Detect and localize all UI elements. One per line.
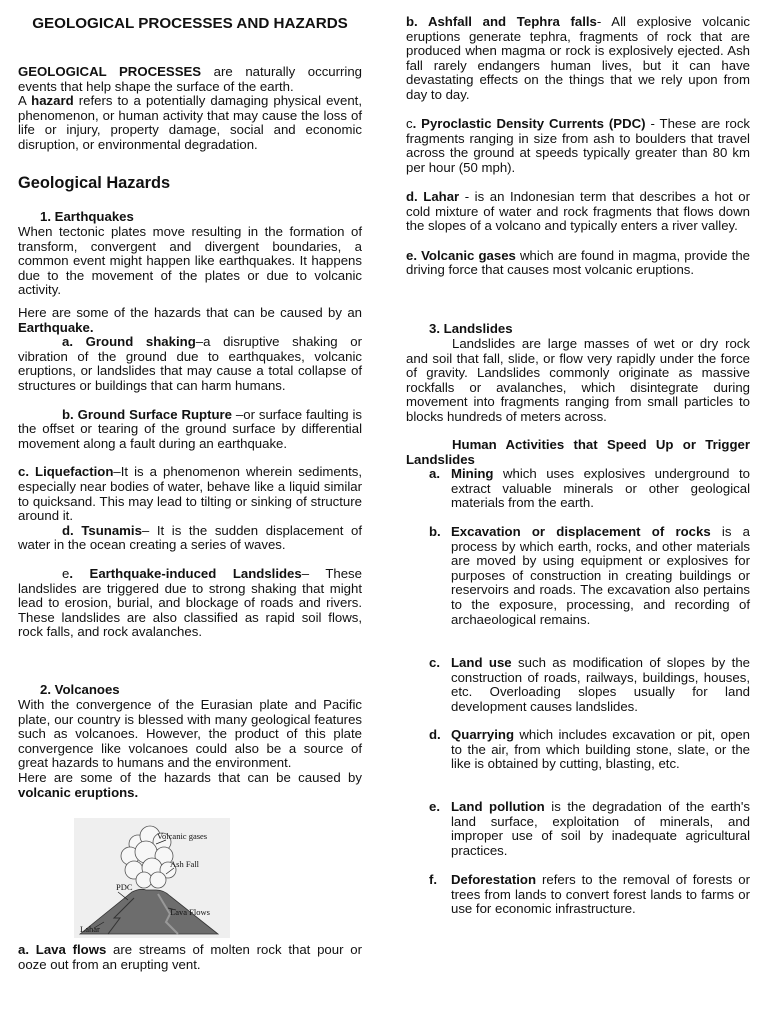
deforestation-text: refers to the removal of forests or trees from lands to convert forest lands to farms or use for economic infrastructure. — [451, 872, 750, 917]
earthquakes-heading: 1. Earthquakes — [40, 209, 134, 224]
land-use-text: such as modification of slopes by the construction of roads, railways, buildings, houses, etc. Overloading slopes usually for land development causes landslides. — [451, 655, 751, 714]
lava-flows-label: Lava Flows — [170, 907, 210, 917]
earthquake-hazards-list — [18, 306, 362, 640]
lava-flows-term: a. Lava flows — [18, 942, 107, 957]
item-label: c. — [429, 655, 440, 670]
land-pollution-term: Land pollution — [451, 799, 545, 814]
surface-rupture-term: b. Ground Surface Rupture — [62, 406, 232, 422]
excavation-text: is a process by which earth, rocks, and other materials are moved by using equipment or explosives for purposes of construction in creating buildings or reservoirs and roads. The excavation also pertains to the exposure, processing, and recording of archaeological remains. — [451, 524, 750, 627]
hazard-term: hazard — [31, 93, 74, 109]
ashfall-text: - All explosive volcanic eruptions generate tephra, fragments of rock that are produced when magma or rock is explosively ejected. Ash fall rarely endangers human lives, but it can have devastating effects on the things that we rely upon from day to day. — [406, 14, 750, 102]
quarrying-term: Quarrying — [451, 727, 515, 742]
land-pollution-text: is the degradation of the earth's land surface, exploitation of minerals, and improper use of soil by inadequate agricultural practices. — [451, 799, 751, 858]
item-label: d. — [429, 727, 441, 742]
landslides-text: Landslides are large masses of wet or dry rock and soil that fall, slide, or flow very rapidly under the force of gravity. Landslides commonly originate as massive rockfalls or avalanches, which disintegrate during movement into fragments ranging from small particles to blocks hundreds of meters across. — [406, 336, 750, 424]
quarrying-text: which includes excavation or pit, open to the air, from which building stone, slate, or the like is obtained by cutting, blasting, etc. — [451, 727, 750, 772]
section-heading: Geological Hazards — [18, 174, 171, 192]
volcanoes-lead-term: volcanic eruptions. — [18, 784, 139, 800]
page-title: GEOLOGICAL PROCESSES AND HAZARDS — [32, 15, 348, 32]
land-use-term: Land use — [451, 655, 512, 670]
pdc-text: - These are rock fragments ranging in size from ash to boulders that travel across the ground at speeds typically greater than 80 km per hour (50 mph). — [406, 116, 751, 175]
mining-text: which uses explosives underground to extract valuable minerals or other geological materials from the earth. — [451, 466, 750, 511]
pdc-label: PDC — [116, 882, 133, 892]
tsunamis-text: – It is the sudden displacement of water in the ocean creating a series of waves. — [18, 522, 362, 553]
lava-flows-text: are streams of molten rock that pour or ooze out from an erupting vent. — [18, 942, 362, 972]
landslides-letter: e — [62, 565, 70, 581]
intro-paragraph — [18, 65, 362, 153]
human-activities-heading: Human Activities that Speed Up or Trigger Landslides — [406, 437, 750, 467]
ashfall-term: b. Ashfall and Tephra falls — [406, 14, 597, 29]
eq-landslides-text: – These landslides are triggered due to strong shaking that might lead to erosion, burial, and blockage of roads and rivers. These landslides are also classified as rapid soil flows, rock falls, and rock avalanches. — [18, 565, 362, 640]
surface-rupture-text: –or surface faulting is the offset or tearing of the ground surface by differential movement along a fault during an earthquake. — [18, 406, 363, 451]
processes-term: GEOLOGICAL PROCESSES — [18, 64, 202, 79]
volcanoes-paragraph — [18, 698, 362, 800]
hazard-text: refers to a potentially damaging physical event, phenomenon, or human activity that may cause the loss of life or injury, property damage, social and economic disruption, or environmental degradation. — [18, 93, 363, 152]
pdc-term: . Pyroclastic Density Currents (PDC) — [412, 116, 646, 132]
earthquake-lead: Here are some of the hazards that can be caused by an — [18, 305, 362, 320]
deforestation-term: Deforestation — [451, 872, 536, 887]
volcanoes-text: With the convergence of the Eurasian plate and Pacific plate, our country is blessed with many geological features such as volcanoes. However, the product of this plate convergence like volcanoes could also be a source of great hazards to humans and the environment. — [18, 697, 362, 771]
volcanoes-lead: Here are some of the hazards that can be caused by — [18, 769, 362, 785]
landslides-heading: 3. Landslides — [429, 321, 513, 336]
ash-fall-label: Ash Fall — [170, 859, 200, 869]
item-label: a. — [429, 466, 440, 481]
excavation-term: Excavation or displacement of rocks — [451, 524, 711, 539]
liquefaction-text: –It is a phenomenon wherein sediments, especially near bodies of water, behave like a liquid similar to quicksand. This may lead to tilting or sinking of structure around it. — [18, 464, 362, 524]
liquefaction-term: c. Liquefaction — [18, 464, 114, 480]
volcanic-gases-term: e. Volcanic gases — [406, 247, 516, 263]
processes-text: are naturally occurring events that help shape the surface of the earth. — [18, 64, 363, 94]
item-label: e. — [429, 799, 440, 814]
earthquake-lead-term: Earthquake. — [18, 319, 94, 335]
volcanic-hazards-list — [406, 15, 750, 278]
ground-shaking-text: –a disruptive shaking or vibration of the ground due to earthquakes, volcanic eruptions, or landslides that may cause a total collapse of structures or buildings that can harm humans. — [18, 334, 362, 393]
volcanic-gases-label: Volcanic gases — [157, 831, 208, 841]
lahar-label: Lahar — [80, 924, 100, 934]
earthquakes-text: When tectonic plates move resulting in the formation of transform, convergent and divergent boundaries, a common event might happen like earthquakes. It happens due to the movement of the plates or due to volcanic activity. — [18, 224, 362, 298]
lava-flows-paragraph — [18, 943, 362, 972]
hazard-pre: A — [18, 93, 32, 109]
item-label: f. — [429, 872, 438, 887]
volcanoes-heading: 2. Volcanoes — [40, 682, 120, 697]
lahar-term: d. Lahar — [406, 189, 460, 205]
eq-landslides-term: . Earthquake-induced Landslides — [69, 565, 302, 581]
item-label: b. — [429, 524, 441, 539]
pdc-letter: c — [406, 116, 413, 132]
volcano-diagram — [74, 818, 230, 938]
volcanic-gases-text: which are found in magma, provide the driving force that causes most volcanic eruptions. — [406, 247, 750, 278]
ground-shaking-term: a. Ground shaking — [62, 334, 196, 350]
lahar-text: - is an Indonesian term that describes a hot or cold mixture of water and rock fragments that flows down the slopes of a volcano and typically enters a river valley. — [406, 189, 750, 234]
mining-term: Mining — [451, 466, 494, 481]
tsunamis-term: d. Tsunamis — [62, 522, 142, 538]
